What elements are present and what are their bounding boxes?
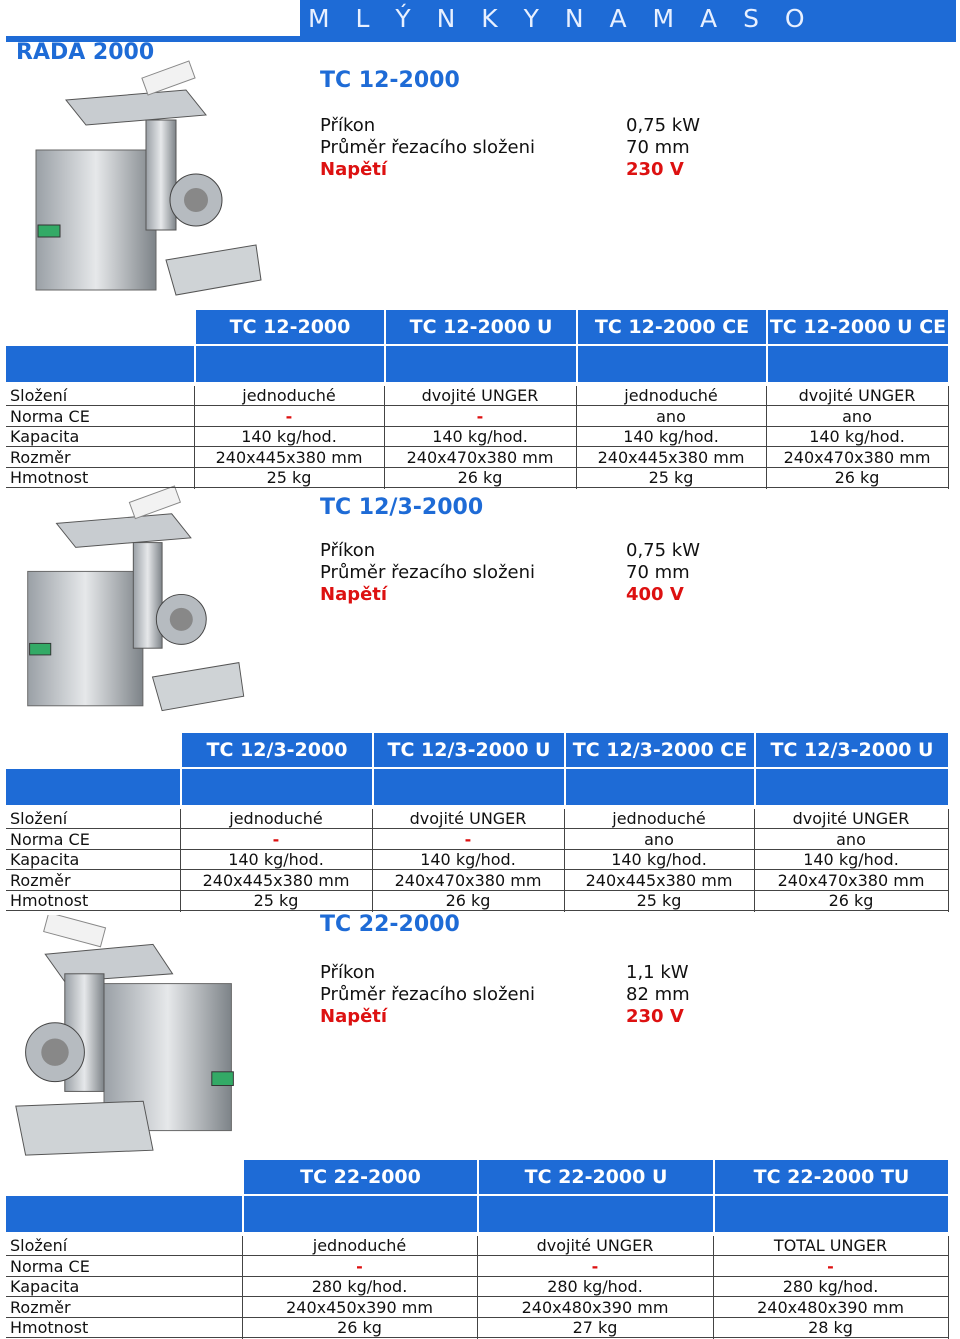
table-cell: jednoduché [229, 809, 323, 828]
voltage-value: 230 V [626, 159, 684, 180]
table-cell: TOTAL UNGER [773, 1236, 888, 1255]
table-cell: 240x445x380 mm [585, 870, 733, 890]
column-divider [754, 809, 755, 912]
table-cell: 240x470x380 mm [783, 447, 931, 467]
header-band [374, 769, 564, 805]
meat-grinder-image [6, 915, 251, 1160]
header-band [715, 1196, 948, 1232]
cutting-label: Průměr řezacího složeni [320, 562, 535, 583]
row-label: Kapacita [10, 1277, 80, 1297]
header-band [479, 1196, 713, 1232]
cutting-value: 82 mm [626, 984, 690, 1005]
table-cell: 140 kg/hod. [623, 427, 719, 447]
model-header: TC 12-2000 U [386, 310, 576, 344]
table-cell: 140 kg/hod. [241, 427, 337, 447]
table-cell: 280 kg/hod. [547, 1277, 643, 1297]
model-header: TC 12-2000 U CE [768, 310, 948, 344]
header-band [6, 346, 194, 382]
model-header: TC 12/3-2000 [182, 733, 372, 767]
table-cell: jednoduché [312, 1236, 407, 1255]
column-divider [564, 809, 565, 912]
table-cell: 26 kg [834, 468, 880, 488]
table-cell: dvojité UNGER [409, 809, 527, 828]
table-cell: 26 kg [337, 1318, 382, 1338]
model-header: TC 12/3-2000 U [756, 733, 948, 767]
row-label: Norma CE [10, 829, 90, 849]
column-divider [477, 1236, 478, 1339]
column-divider [372, 809, 373, 912]
table-cell: dvojité UNGER [792, 809, 910, 828]
table-cell: 140 kg/hod. [228, 850, 324, 870]
header-band [756, 769, 948, 805]
series-label: ŘADA 2000 [16, 40, 155, 65]
table-cell: 240x470x380 mm [394, 870, 542, 890]
header-band [244, 1196, 477, 1232]
header-band [196, 346, 384, 382]
cutting-value: 70 mm [626, 137, 690, 158]
power-label: Příkon [320, 962, 376, 983]
table-cell: 240x450x390 mm [286, 1297, 433, 1317]
power-label: Příkon [320, 540, 376, 561]
table-cell: 140 kg/hod. [611, 850, 707, 870]
column-divider [948, 809, 949, 912]
table-cell: 140 kg/hod. [803, 850, 899, 870]
table-cell: - [464, 829, 472, 849]
column-divider [180, 809, 181, 912]
model-header: TC 12-2000 CE [578, 310, 766, 344]
table-cell: jednoduché [242, 386, 336, 405]
table-cell: 26 kg [828, 891, 874, 911]
table-cell: 140 kg/hod. [432, 427, 528, 447]
table-cell: 25 kg [636, 891, 682, 911]
header-band [768, 346, 948, 382]
table-cell: 240x470x380 mm [777, 870, 925, 890]
table-cell: - [591, 1256, 599, 1276]
header-band [182, 769, 372, 805]
section-title: TC 12/3-2000 [320, 495, 484, 520]
table-cell: 28 kg [808, 1318, 853, 1338]
table-cell: 140 kg/hod. [809, 427, 905, 447]
model-header: TC 12/3-2000 CE [566, 733, 754, 767]
header-band [386, 346, 576, 382]
row-label: Rozměr [10, 870, 71, 890]
model-header: TC 22-2000 U [479, 1160, 713, 1194]
cutting-label: Průměr řezacího složeni [320, 984, 535, 1005]
table-cell: jednoduché [624, 386, 718, 405]
section-title: TC 22-2000 [320, 912, 460, 937]
table-cell: ano [644, 829, 674, 849]
row-label: Hmotnost [10, 1318, 89, 1338]
row-label: Norma CE [10, 1256, 90, 1276]
table-cell: 240x470x380 mm [406, 447, 554, 467]
table-cell: 240x445x380 mm [202, 870, 350, 890]
column-divider [384, 386, 385, 489]
table-cell: jednoduché [612, 809, 706, 828]
table-cell: 240x480x390 mm [757, 1297, 904, 1317]
table-cell: 26 kg [457, 468, 503, 488]
row-label: Kapacita [10, 850, 80, 870]
table-cell: 26 kg [445, 891, 491, 911]
meat-grinder-image [6, 485, 251, 725]
voltage-label: Napětí [320, 159, 388, 180]
row-label: Složení [10, 1236, 68, 1255]
page-title: M L Ý N K Y N A M A S O [308, 4, 814, 33]
power-value: 0,75 kW [626, 540, 701, 561]
table-cell: 280 kg/hod. [782, 1277, 879, 1297]
header-band [6, 1196, 242, 1232]
voltage-value: 400 V [626, 584, 684, 605]
meat-grinder-image [16, 60, 266, 310]
column-divider [194, 386, 195, 489]
table-cell: ano [656, 406, 686, 426]
row-label: Kapacita [10, 427, 80, 447]
column-divider [242, 1236, 243, 1339]
row-label: Hmotnost [10, 468, 89, 488]
table-cell: ano [836, 829, 866, 849]
power-value: 0,75 kW [626, 115, 701, 136]
table-cell: 25 kg [648, 468, 694, 488]
column-divider [766, 386, 767, 489]
table-cell: dvojité UNGER [536, 1236, 654, 1255]
model-header: TC 22-2000 [244, 1160, 477, 1194]
table-cell: 27 kg [572, 1318, 618, 1338]
table-cell: - [356, 1256, 363, 1276]
column-divider [948, 1236, 949, 1339]
voltage-label: Napětí [320, 584, 388, 605]
table-cell: - [827, 1256, 834, 1276]
row-label: Norma CE [10, 406, 90, 426]
voltage-value: 230 V [626, 1006, 684, 1027]
row-label: Rozměr [10, 447, 71, 467]
column-divider [713, 1236, 714, 1339]
model-header: TC 12-2000 [196, 310, 384, 344]
table-cell: 25 kg [253, 891, 299, 911]
table-cell: - [272, 829, 280, 849]
header-band [6, 769, 180, 805]
table-cell: 240x445x380 mm [215, 447, 363, 467]
row-label: Složení [10, 809, 68, 828]
cutting-value: 70 mm [626, 562, 690, 583]
table-cell: dvojité UNGER [798, 386, 916, 405]
table-cell: 240x480x390 mm [521, 1297, 669, 1317]
row-label: Rozměr [10, 1297, 71, 1317]
table-cell: - [476, 406, 484, 426]
voltage-label: Napětí [320, 1006, 388, 1027]
cutting-label: Průměr řezacího složeni [320, 137, 535, 158]
table-cell: ano [842, 406, 872, 426]
model-header: TC 22-2000 TU [715, 1160, 948, 1194]
model-header: TC 12/3-2000 U [374, 733, 564, 767]
table-cell: dvojité UNGER [421, 386, 539, 405]
table-cell: - [285, 406, 293, 426]
table-cell: 240x445x380 mm [597, 447, 745, 467]
section-title: TC 12-2000 [320, 68, 460, 93]
header-band [578, 346, 766, 382]
table-cell: 25 kg [266, 468, 312, 488]
row-label: Hmotnost [10, 891, 89, 911]
header-band [566, 769, 754, 805]
column-divider [576, 386, 577, 489]
power-value: 1,1 kW [626, 962, 689, 983]
table-cell: 280 kg/hod. [311, 1277, 408, 1297]
column-divider [948, 386, 949, 489]
row-label: Složení [10, 386, 68, 405]
power-label: Příkon [320, 115, 376, 136]
table-cell: 140 kg/hod. [420, 850, 516, 870]
